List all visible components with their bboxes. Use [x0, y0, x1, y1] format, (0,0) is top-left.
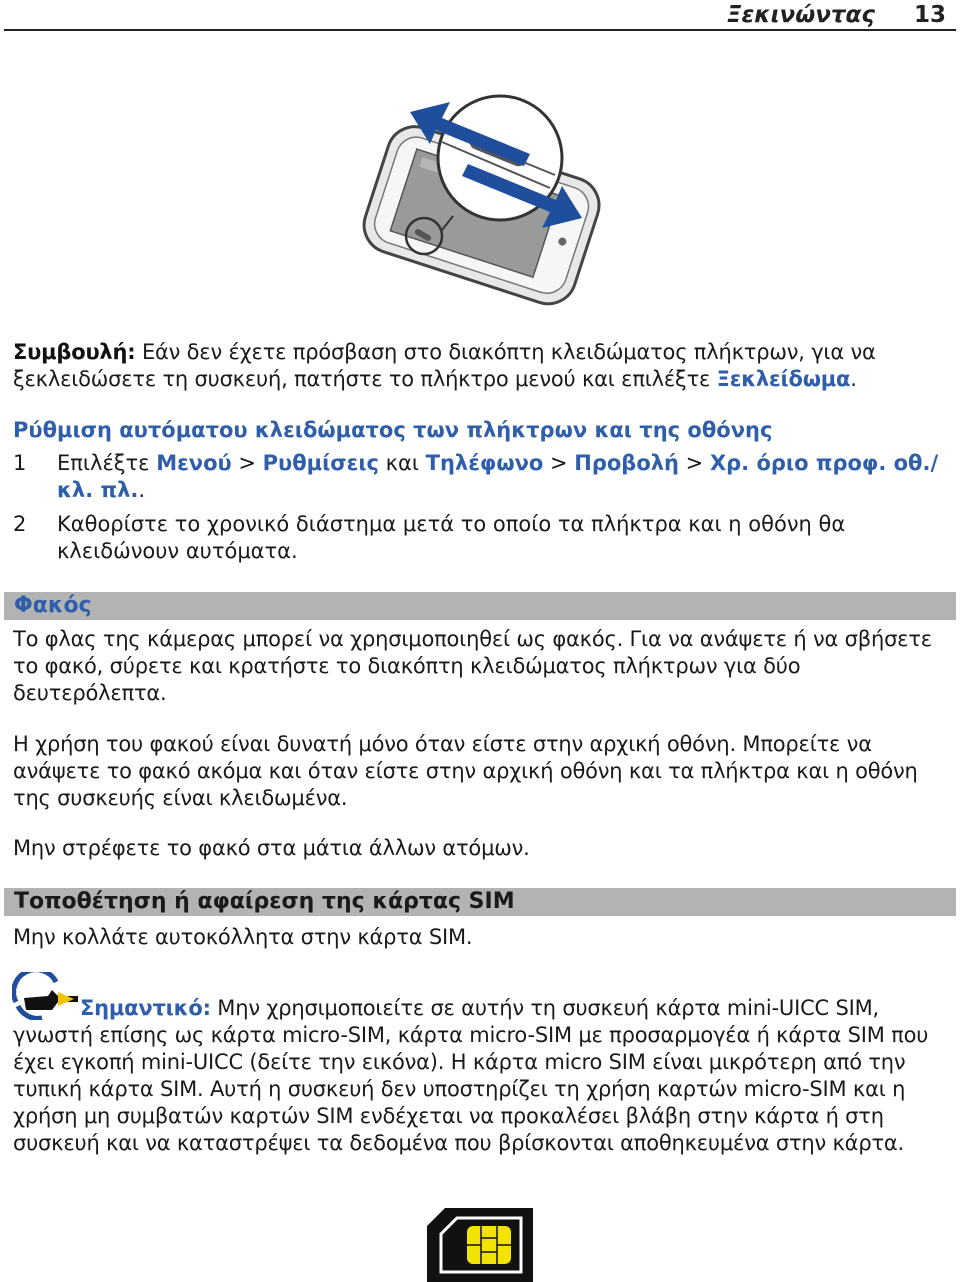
autolock-heading: Ρύθμιση αυτόματου κλειδώματος των πλήκτρων και της οθόνης [13, 418, 773, 442]
important-label: Σημαντικό: [80, 996, 211, 1020]
tip-text: Εάν δεν έχετε πρόσβαση στο διακόπτη κλειδώματος πλήκτρων, για να ξεκλειδώσετε τη συσκευή, πατήστε το πλήκτρο μενού και επιλέξτε [13, 340, 876, 391]
flashlight-paragraph-1: Το φλας της κάμερας μπορεί να χρησιμοποιηθεί ως φακός. Για να ανάψετε ή να σβήσετε το φακό, σύρετε και κρατήστε το διακόπτη κλειδώματος πλήκτρων για δύο δευτερόλεπτα. [13, 627, 932, 705]
menu-path-menu: Μενού [156, 451, 232, 475]
sim-section-bar [4, 888, 956, 916]
step-number: 1 [13, 451, 27, 475]
menu-path-settings: Ρυθμίσεις [262, 451, 379, 475]
menu-path-timeout: Χρ. όριο προφ. οθ./ κλ. πλ. [57, 451, 939, 502]
important-paragraph [13, 995, 948, 1157]
flashlight-heading: Φακός [14, 593, 92, 618]
sim-heading: Τοποθέτηση ή αφαίρεση της κάρτας SIM [14, 889, 515, 914]
step-number: 2 [13, 512, 27, 536]
flashlight-section-bar [4, 592, 956, 620]
header-rule [4, 29, 956, 31]
phone-lock-switch-illustration [350, 90, 610, 320]
tip-paragraph: Συμβουλή: Εάν δεν έχετε πρόσβαση στο διακόπτη κλειδώματος πλήκτρων, για να ξεκλειδώσετε τη συσκευή, πατήστε το πλήκτρο μενού και επιλέξτε Ξεκλείδωμα. [13, 340, 876, 391]
page-header [0, 0, 960, 30]
step-text: Επιλέξτε Μενού > Ρυθμίσεις και Τηλέφωνο > Προβολή > Χρ. όριο προφ. οθ./ κλ. πλ.. [57, 451, 939, 502]
chapter-title: Ξεκινώντας [726, 2, 875, 28]
mini-uicc-sim-illustration [427, 1208, 533, 1282]
tip-label: Συμβουλή: [13, 340, 136, 364]
unlock-option: Ξεκλείδωμα [716, 367, 851, 391]
page-number: 13 [913, 2, 946, 28]
menu-path-display: Προβολή [574, 451, 679, 475]
flashlight-paragraph-2: Η χρήση του φακού είναι δυνατή μόνο όταν είστε στην αρχική οθόνη. Μπορείτε να ανάψετε το φακό ακόμα και όταν είστε στην αρχική οθόνη και τα πλήκτρα και η οθόνη της συσκευής είναι κλειδωμένα. [13, 732, 918, 810]
flashlight-warning: Μην στρέφετε το φακό στα μάτια άλλων ατόμων. [13, 836, 530, 860]
menu-path-phone: Τηλέφωνο [425, 451, 544, 475]
important-text: Μην χρησιμοποιείτε σε αυτήν τη συσκευή κάρτα mini-UICC SIM, γνωστή επίσης ως κάρτα micro-SIM, κάρτα micro-SIM με προσαρμογέα ή κάρτα SIM που έχει εγκοπή mini-UICC (δείτε την εικόνα). Η κάρτα micro SIM είναι μικρότερη από την τυπική κάρτα SIM. Αυτή η συσκευή δεν υποστηρίζει τη χρήση καρτών micro-SIM και η χρήση μη συμβατών καρτών SIM ενδέχεται να προκαλέσει βλάβη στην κάρτα ή στη συσκευή και να καταστρέψει τα δεδομένα που βρίσκονται αποθηκευμένα στην κάρτα. [13, 996, 929, 1155]
step-text: Καθορίστε το χρονικό διάστημα μετά το οποίο τα πλήκτρα και η οθόνη θα κλειδώνουν αυτόματα. [57, 512, 846, 563]
sim-paragraph: Μην κολλάτε αυτοκόλλητα στην κάρτα SIM. [13, 925, 473, 949]
